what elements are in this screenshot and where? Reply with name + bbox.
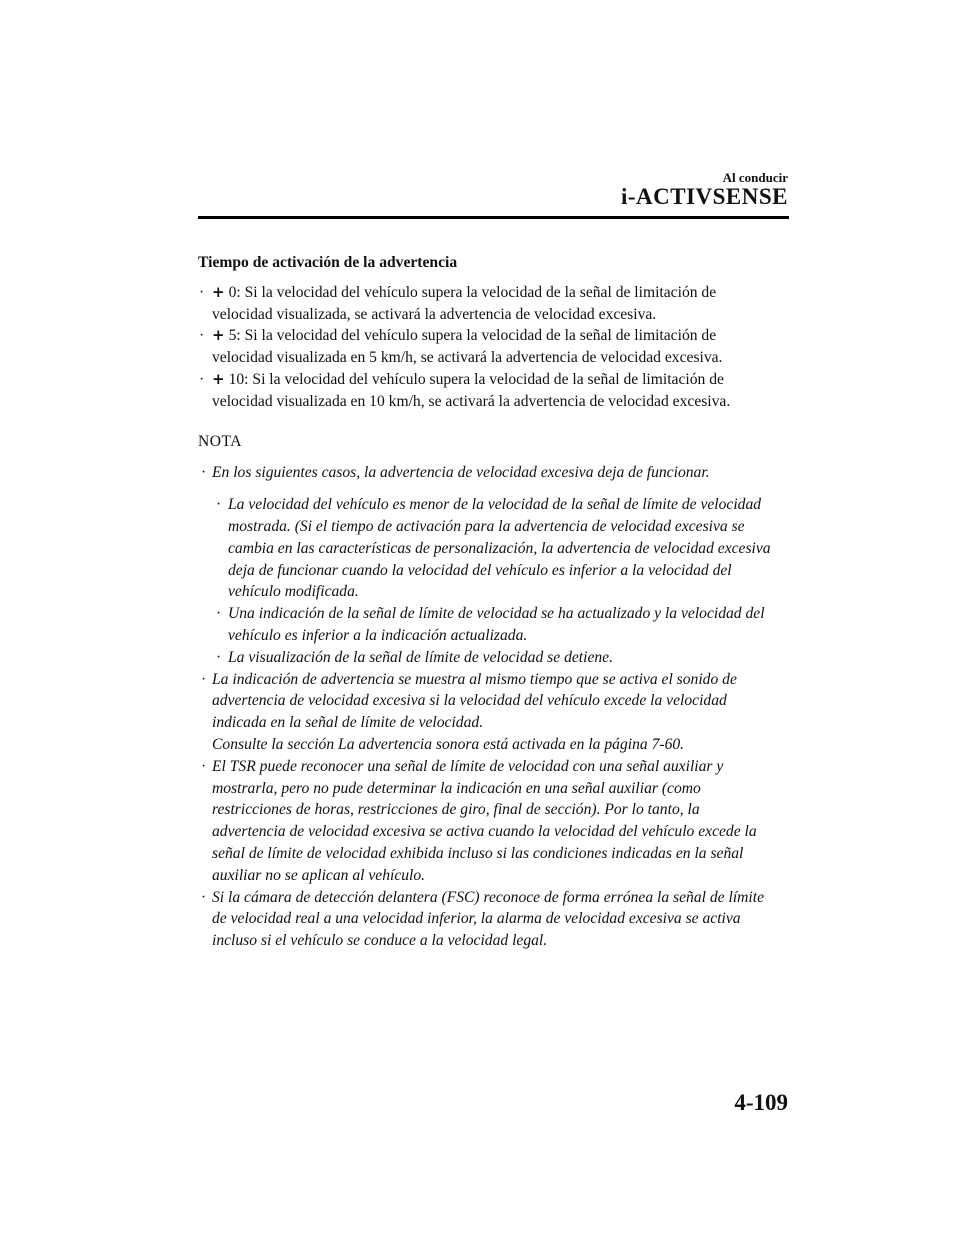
subheading: Tiempo de activación de la advertencia <box>198 254 458 271</box>
nota-text: vehículo es inferior a la indicación actualizada. <box>228 626 528 644</box>
bullet-dot-icon: · <box>199 327 205 345</box>
nota-item <box>198 756 778 887</box>
nota-subitem <box>198 603 778 647</box>
bullet-list <box>198 282 778 413</box>
plus-icon: + <box>212 282 225 301</box>
nota-text: Si la cámara de detección delantera (FSC) reconoce de forma errónea la señal de límite <box>212 888 764 906</box>
nota-text: Una indicación de la señal de límite de velocidad se ha actualizado y la velocidad del <box>228 605 765 623</box>
nota-item <box>198 462 778 484</box>
bullet-dot-icon: · <box>199 370 205 388</box>
nota-text: vehículo modificada. <box>228 583 359 601</box>
bullet-text: velocidad visualizada, se activará la advertencia de velocidad excesiva. <box>212 305 657 323</box>
nota-text: advertencia de velocidad excesiva si la velocidad del vehículo excede la velocidad <box>212 692 727 710</box>
bullet-dot-icon: · <box>201 888 207 906</box>
bullet-dot-icon: · <box>201 670 207 688</box>
plus-icon: + <box>212 369 225 388</box>
nota-title: NOTA <box>198 432 243 450</box>
section-title: i-ACTIVSENSE <box>620 184 788 209</box>
nota-text: auxiliar no se aplican al vehículo. <box>212 866 426 884</box>
nota-text: restricciones de horas, restricciones de giro, final de sección). Por lo tanto, la <box>212 801 700 819</box>
bullet-dot-icon: · <box>199 283 205 301</box>
nota-text: cambia en las características de personalización, la advertencia de velocidad excesiva <box>228 539 771 557</box>
nota-text: mostrada. (Si el tiempo de activación para la advertencia de velocidad excesiva se <box>228 517 745 535</box>
bullet-dot-icon: · <box>201 464 207 482</box>
list-item <box>198 325 778 369</box>
plus-icon: + <box>212 326 225 345</box>
bullet-text: 10: Si la velocidad del vehículo supera la velocidad de la señal de limitación de <box>228 370 724 388</box>
nota-subitem <box>198 494 778 603</box>
list-item <box>198 369 778 413</box>
nota-text: Consulte la sección La advertencia sonora está activada en la página 7-60. <box>212 735 685 753</box>
bullet-dot-icon: · <box>216 648 222 666</box>
bullet-dot-icon: · <box>216 496 222 514</box>
nota-text: La visualización de la señal de límite de velocidad se detiene. <box>228 648 613 666</box>
bullet-dot-icon: · <box>201 757 207 775</box>
nota-text: señal de límite de velocidad exhibida incluso si las condiciones indicadas en la señal <box>212 844 744 862</box>
nota-text: incluso si el vehículo se conduce a la velocidad legal. <box>212 932 548 950</box>
nota-text: La indicación de advertencia se muestra al mismo tiempo que se activa el sonido de <box>212 670 737 688</box>
nota-text: La velocidad del vehículo es menor de la velocidad de la señal de límite de velocidad <box>228 496 762 514</box>
chapter-title: Al conducir <box>722 170 788 185</box>
list-item <box>198 282 778 326</box>
page-number: 4-109 <box>734 1090 788 1115</box>
page-content <box>198 252 778 952</box>
nota-text: indicada en la señal de límite de velocidad. <box>212 714 484 732</box>
nota-text: advertencia de velocidad excesiva se activa cuando la velocidad del vehículo excede la <box>212 823 757 841</box>
nota-item <box>198 669 778 756</box>
bullet-text: 0: Si la velocidad del vehículo supera la velocidad de la señal de limitación de <box>228 283 717 301</box>
header-rule <box>198 216 789 219</box>
nota-text: de velocidad real a una velocidad inferior, la alarma de velocidad excesiva se activa <box>212 910 741 928</box>
bullet-dot-icon: · <box>216 605 222 623</box>
nota-item <box>198 887 778 952</box>
nota-list <box>198 462 778 952</box>
bullet-text: velocidad visualizada en 5 km/h, se activará la advertencia de velocidad excesiva. <box>212 349 723 367</box>
bullet-text: velocidad visualizada en 10 km/h, se activará la advertencia de velocidad excesiva. <box>212 392 731 410</box>
nota-text: El TSR puede reconocer una señal de límite de velocidad con una señal auxiliar y <box>212 757 724 775</box>
nota-text: mostrarla, pero no pude determinar la indicación en una señal auxiliar (como <box>212 779 701 797</box>
nota-subitem <box>198 647 778 669</box>
nota-text: En los siguientes casos, la advertencia de velocidad excesiva deja de funcionar. <box>212 464 710 482</box>
nota-text: deja de funcionar cuando la velocidad del vehículo es inferior a la velocidad del <box>228 561 732 579</box>
bullet-text: 5: Si la velocidad del vehículo supera la velocidad de la señal de limitación de <box>228 327 717 345</box>
